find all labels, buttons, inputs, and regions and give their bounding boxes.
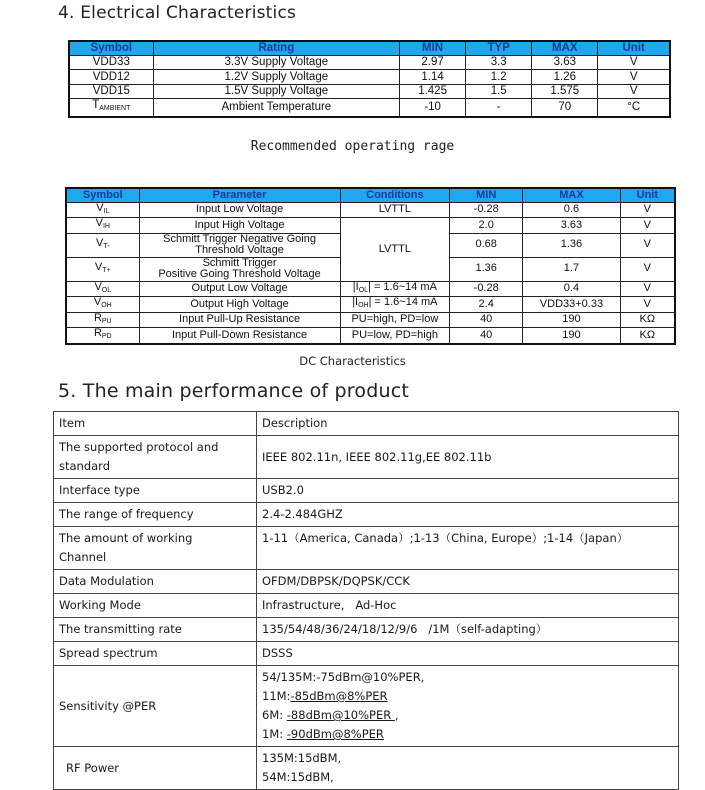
table-row-rf-power xyxy=(54,747,679,790)
symbol-cell: $V_{T-}$ xyxy=(66,233,139,257)
unit-cell: V xyxy=(598,55,670,70)
parameter-cell: Output Low Voltage xyxy=(139,281,340,297)
rating-cell: Ambient Temperature xyxy=(153,99,399,117)
min-cell: 1.36 xyxy=(450,257,523,281)
table-row xyxy=(54,527,679,570)
min-cell: 1.425 xyxy=(400,84,466,99)
section-4-title: 4. Electrical Characteristics xyxy=(58,3,297,23)
table-row xyxy=(69,99,670,117)
table-header xyxy=(66,188,675,202)
table-header xyxy=(69,41,670,55)
conditions-cell: $|I_{OH}|$ = 1.6~14 mA xyxy=(340,297,450,313)
max-cell: 0.4 xyxy=(523,281,620,297)
table-row xyxy=(66,218,675,234)
description-cell: IEEE 802.11n, IEEE 802.11g,EE 802.11b xyxy=(257,436,679,479)
table-caption-dc: DC Characteristics xyxy=(299,354,406,368)
table-row xyxy=(54,642,679,666)
description-cell: USB2.0 xyxy=(257,479,679,503)
item-cell: Interface type xyxy=(54,479,257,503)
table-row xyxy=(54,479,679,503)
min-cell: 40 xyxy=(450,328,523,344)
min-cell: 1.14 xyxy=(400,70,466,85)
min-cell: -10 xyxy=(400,99,466,117)
rating-cell: 1.2V Supply Voltage xyxy=(153,70,399,85)
col-conditions: Conditions xyxy=(340,188,450,202)
unit-cell: V xyxy=(620,233,675,257)
col-min: MIN xyxy=(400,41,466,55)
table-row xyxy=(66,312,675,328)
description-cell: 135M:15dBM, 54M:15dBM, xyxy=(257,747,679,790)
parameter-cell: Input Low Voltage xyxy=(139,202,340,218)
min-cell: -0.28 xyxy=(450,202,523,218)
table-row xyxy=(54,503,679,527)
max-cell: 1.36 xyxy=(523,233,620,257)
symbol-cell: VDD33 xyxy=(69,55,153,70)
table-caption-recommended: Recommended operating rage xyxy=(250,139,455,154)
conditions-cell: $|I_{OL}|$ = 1.6~14 mA xyxy=(340,281,450,297)
description-cell: DSSS xyxy=(257,642,679,666)
unit-cell: V xyxy=(620,218,675,234)
description-cell: 54/135M:-75dBm@10%PER, 11M:-85dBm@8%PER 6M: -88dBm@10%PER , 1M: -90dBm@8%PER xyxy=(257,666,679,747)
item-cell: The supported protocol and standard xyxy=(54,436,257,479)
unit-cell: V xyxy=(598,70,670,85)
typ-cell: - xyxy=(466,99,532,117)
unit-cell: V xyxy=(620,297,675,313)
item-cell: Data Modulation xyxy=(54,570,257,594)
conditions-cell: LVTTL xyxy=(340,202,450,218)
col-unit: Unit xyxy=(598,41,670,55)
max-cell: 70 xyxy=(532,99,598,117)
item-cell: Working Mode xyxy=(54,594,257,618)
table-header xyxy=(54,412,679,436)
max-cell: 1.26 xyxy=(532,70,598,85)
table-row xyxy=(54,570,679,594)
unit-cell: V xyxy=(620,257,675,281)
recommended-operating-table xyxy=(68,40,671,118)
item-cell: The transmitting rate xyxy=(54,618,257,642)
col-unit: Unit xyxy=(620,188,675,202)
symbol-cell: $V_{IL}$ xyxy=(66,202,139,218)
performance-table xyxy=(53,411,679,790)
dc-characteristics-table xyxy=(65,187,676,345)
table-row xyxy=(69,84,670,99)
typ-cell: 1.2 xyxy=(466,70,532,85)
col-max: MAX xyxy=(523,188,620,202)
conditions-cell: PU=high, PD=low xyxy=(340,312,450,328)
table-row xyxy=(66,202,675,218)
unit-cell: KΩ xyxy=(620,328,675,344)
unit-cell: V xyxy=(620,281,675,297)
parameter-cell: Input Pull-Up Resistance xyxy=(139,312,340,328)
table-row xyxy=(69,55,670,70)
item-cell: The range of frequency xyxy=(54,503,257,527)
symbol-cell: $R_{PD}$ xyxy=(66,328,139,344)
max-cell: 190 xyxy=(523,312,620,328)
min-cell: 2.4 xyxy=(450,297,523,313)
description-cell: OFDM/DBPSK/DQPSK/CCK xyxy=(257,570,679,594)
table-row xyxy=(66,297,675,313)
description-cell: Infrastructure, Ad-Hoc xyxy=(257,594,679,618)
rating-cell: 1.5V Supply Voltage xyxy=(153,84,399,99)
parameter-cell: Schmitt Trigger Positive Going Threshold Voltage xyxy=(139,257,340,281)
parameter-cell: Schmitt Trigger Negative Going Threshold Voltage xyxy=(139,233,340,257)
min-cell: 2.0 xyxy=(450,218,523,234)
conditions-cell: PU=low, PD=high xyxy=(340,328,450,344)
unit-cell: KΩ xyxy=(620,312,675,328)
max-cell: 3.63 xyxy=(532,55,598,70)
table-row-sensitivity xyxy=(54,666,679,747)
col-min: MIN xyxy=(450,188,523,202)
unit-cell: °C xyxy=(598,99,670,117)
conditions-cell: LVTTL xyxy=(340,218,450,282)
max-cell: 3.63 xyxy=(523,218,620,234)
max-cell: 190 xyxy=(523,328,620,344)
col-rating: Rating xyxy=(153,41,399,55)
max-cell: 0.6 xyxy=(523,202,620,218)
symbol-cell: $R_{PU}$ xyxy=(66,312,139,328)
min-cell: 2.97 xyxy=(400,55,466,70)
item-cell: RF Power xyxy=(54,747,257,790)
table-row xyxy=(69,70,670,85)
min-cell: -0.28 xyxy=(450,281,523,297)
symbol-cell: VDD15 xyxy=(69,84,153,99)
symbol-cell: $V_{OL}$ xyxy=(66,281,139,297)
table-row xyxy=(66,328,675,344)
table-row xyxy=(54,594,679,618)
min-cell: 0.68 xyxy=(450,233,523,257)
unit-cell: V xyxy=(598,84,670,99)
table-row xyxy=(66,281,675,297)
parameter-cell: Output High Voltage xyxy=(139,297,340,313)
parameter-cell: Input High Voltage xyxy=(139,218,340,234)
header-description: Description xyxy=(257,412,679,436)
max-cell: VDD33+0.33 xyxy=(523,297,620,313)
section-5-title: 5. The main performance of product xyxy=(58,380,410,402)
parameter-cell: Input Pull-Down Resistance xyxy=(139,328,340,344)
col-symbol: Symbol xyxy=(66,188,139,202)
unit-cell: V xyxy=(620,202,675,218)
item-cell: Sensitivity @PER xyxy=(54,666,257,747)
table-row xyxy=(54,618,679,642)
max-cell: 1.575 xyxy=(532,84,598,99)
symbol-cell: $T_{AMBIENT}$ xyxy=(69,99,153,117)
symbol-cell: VDD12 xyxy=(69,70,153,85)
symbol-cell: $V_{OH}$ xyxy=(66,297,139,313)
table-row xyxy=(54,436,679,479)
col-parameter: Parameter xyxy=(139,188,340,202)
description-cell: 1-11（America, Canada）;1-13（China, Europe）;1-14（Japan） xyxy=(257,527,679,570)
item-cell: Spread spectrum xyxy=(54,642,257,666)
description-cell: 135/54/48/36/24/18/12/9/6 /1M（self-adapting） xyxy=(257,618,679,642)
symbol-cell: $V_{IH}$ xyxy=(66,218,139,234)
col-symbol: Symbol xyxy=(69,41,153,55)
col-typ: TYP xyxy=(466,41,532,55)
description-cell: 2.4-2.484GHZ xyxy=(257,503,679,527)
typ-cell: 1.5 xyxy=(466,84,532,99)
symbol-cell: $V_{T+}$ xyxy=(66,257,139,281)
header-item: Item xyxy=(54,412,257,436)
rating-cell: 3.3V Supply Voltage xyxy=(153,55,399,70)
typ-cell: 3.3 xyxy=(466,55,532,70)
max-cell: 1.7 xyxy=(523,257,620,281)
item-cell: The amount of working Channel xyxy=(54,527,257,570)
min-cell: 40 xyxy=(450,312,523,328)
col-max: MAX xyxy=(532,41,598,55)
